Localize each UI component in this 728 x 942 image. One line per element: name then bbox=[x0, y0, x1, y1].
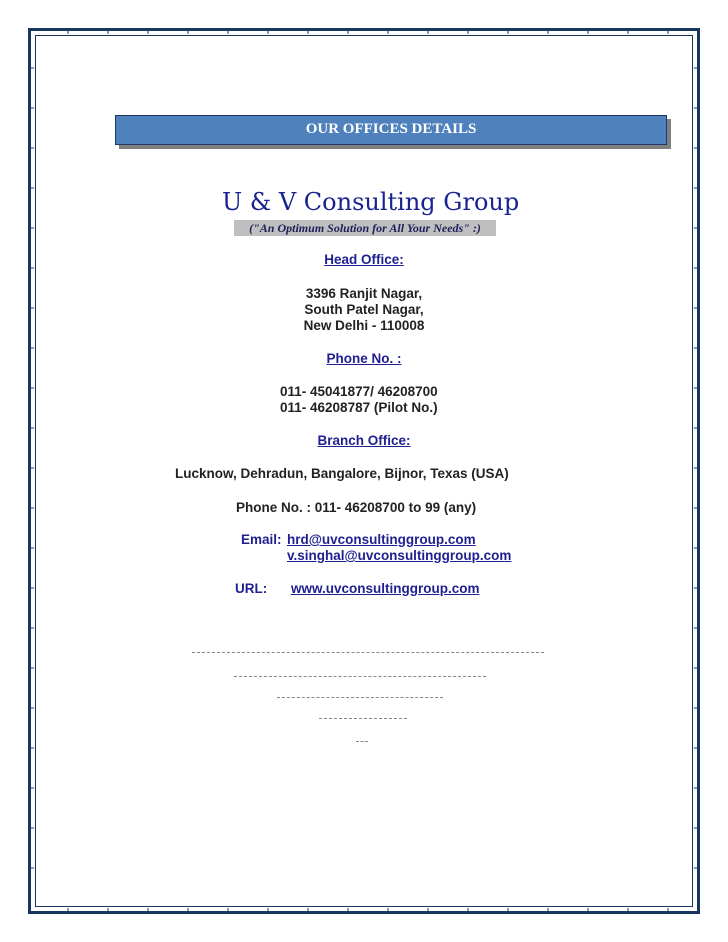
decorative-dash-line-1 bbox=[192, 652, 544, 654]
branch-phone: Phone No. : 011- 46208700 to 99 (any) bbox=[236, 500, 477, 515]
email-label: Email: bbox=[241, 532, 282, 547]
website-link[interactable]: www.uvconsultinggroup.com bbox=[291, 581, 480, 596]
branch-office-heading: Branch Office: bbox=[317, 433, 411, 448]
phone-number-1: 011- 45041877/ 46208700 bbox=[280, 384, 438, 399]
offices-banner bbox=[115, 115, 667, 145]
head-office-heading: Head Office: bbox=[324, 252, 404, 267]
head-office-address-line-2: South Patel Nagar, bbox=[304, 302, 424, 317]
phone-number-2: 011- 46208787 (Pilot No.) bbox=[280, 400, 438, 415]
branch-locations: Lucknow, Dehradun, Bangalore, Bijnor, Texas (USA) bbox=[175, 466, 509, 481]
decorative-dash-line-4 bbox=[319, 718, 407, 720]
banner-title: OUR OFFICES DETAILS bbox=[305, 121, 477, 137]
head-office-address-line-1: 3396 Ranjit Nagar, bbox=[305, 286, 423, 301]
company-tagline: ("An Optimum Solution for All Your Needs" :) bbox=[234, 220, 496, 236]
decorative-dash-line-5 bbox=[356, 741, 368, 743]
company-name: U & V Consulting Group bbox=[222, 188, 520, 216]
email-link-hrd[interactable]: hrd@uvconsultinggroup.com bbox=[287, 532, 476, 547]
decorative-dash-line-2 bbox=[234, 676, 486, 678]
phone-heading: Phone No. : bbox=[326, 351, 402, 366]
email-link-singhal[interactable]: v.singhal@uvconsultinggroup.com bbox=[287, 548, 512, 563]
url-label: URL: bbox=[235, 581, 268, 596]
head-office-address-line-3: New Delhi - 110008 bbox=[303, 318, 425, 333]
decorative-dash-line-3 bbox=[277, 697, 443, 699]
